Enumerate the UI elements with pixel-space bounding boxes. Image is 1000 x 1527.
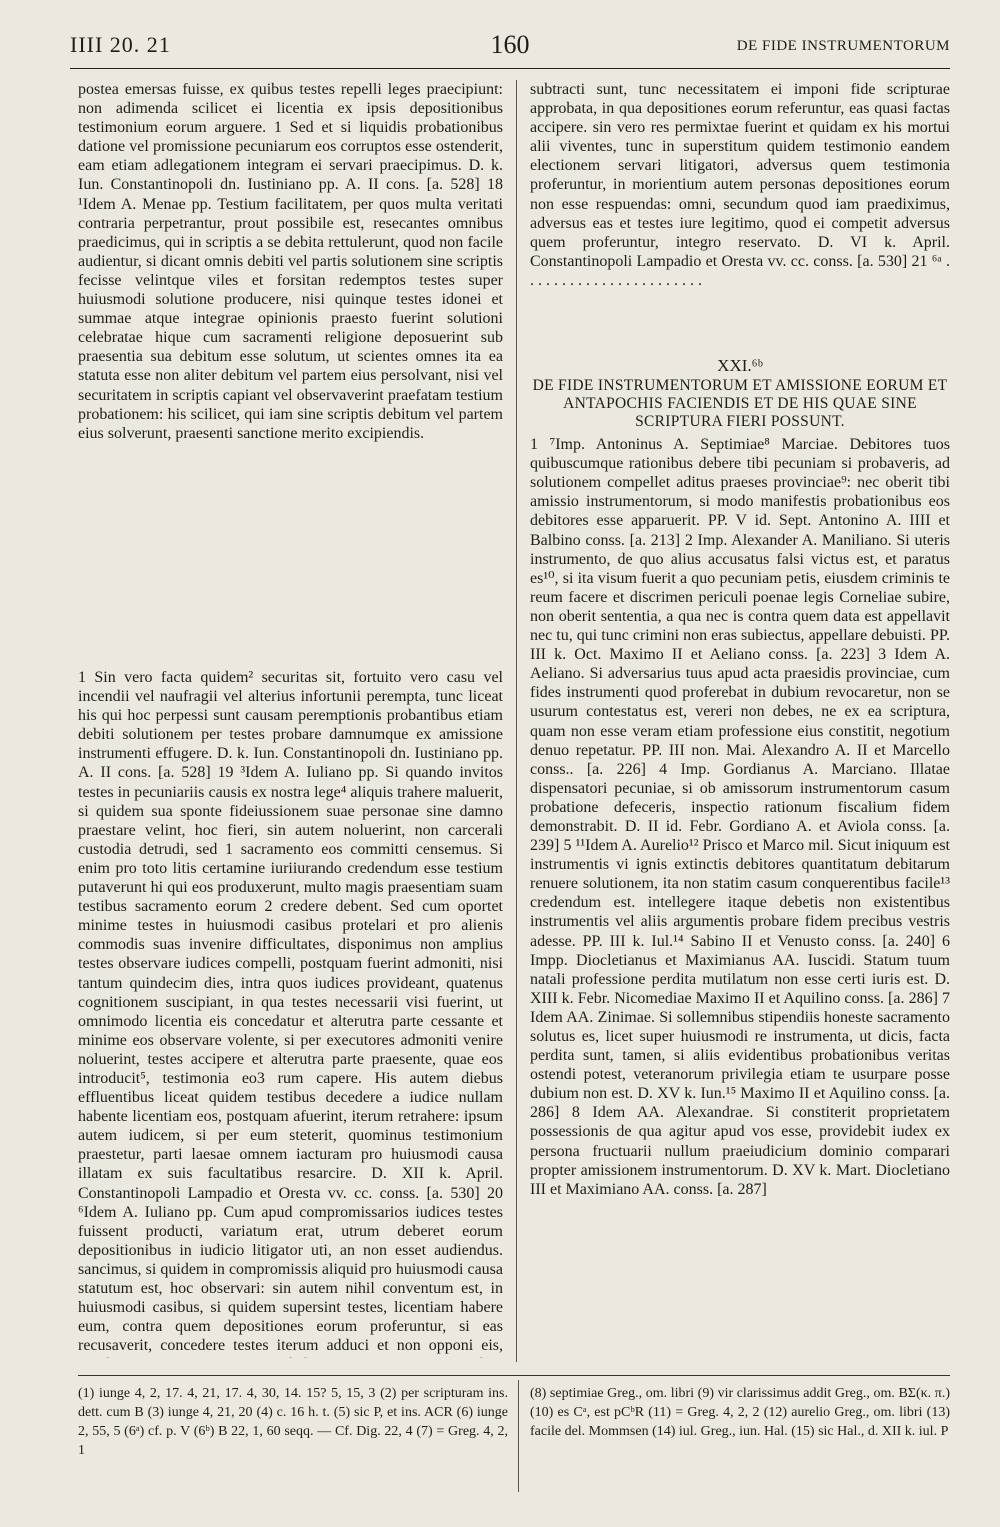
running-header bbox=[70, 28, 950, 69]
left-column-text-top: postea emersas fuisse, ex quibus testes repelli leges praecipiunt: non adimenda scilicet ei licentia ex ipsis depositionibus testimonium eorum arguere. 1 Sed et si liquidis probationibus datione vel promissione pecuniarum eos corruptos esse ostenderit, eam etiam adlegationem integram ei servari praecipimus. D. k. Iun. Constantinopoli dn. Iustiniano pp. A. II cons. [a. 528] 18 ¹Idem A. Menae pp. Testium facilitatem, per quos multa veritati contraria perpetrantur, prout possibile est, resecantes omnibus praedicimus, qui in scriptis a se debita rettulerunt, quod non facile audientur, si dicant omnis debiti vel partis solutionem sine scriptis fecisse velintque viles et forsitan redemptos testes super huiusmodi solutione producere, nisi quinque testes idonei et summae atque integrae opinionis praesto fuerint solutioni celebratae hique cum sacramenti religione deposuerint sub praesentia sua debitum esse solutum, ut scientes omnes ita ea statuta esse non aliter debitum vel partem eius persolvant, nisi vel securitatem in scriptis capiant vel observaverint praefatam testium probationem: his scilicet, qui iam sine scriptis debitum vel partem eius solverunt, praesenti sanctione merito excipiendis. bbox=[78, 81, 503, 442]
page-number: 160 bbox=[490, 30, 530, 59]
footnotes-left: (1) iunge 4, 2, 17. 4, 21, 17. 4, 30, 14. 15? 5, 15, 3 (2) per scripturam ins. dett. cum B (3) iunge 4, 21, 20 (4) c. 16 h. t. (5) sic P, et ins. ACR (6) iunge 2, 55, 5 (6ᵃ) cf. p. V (6ᵇ) B 22, 1, 60 seqq. — Cf. Dig. 22, 4 (7) = Greg. 4, 2, 1 bbox=[78, 1386, 508, 1458]
right-column-bottom bbox=[530, 350, 950, 1360]
right-column-text-top: subtracti sunt, tunc necessitatem ei imponi fide scripturae approbata, in qua depositiones eorum referuntur, eas quasi factas accipere. sin vero res permixtae fuerint et quidam ex his mortui alii viventes, tunc in superstitum quidem testimonio eandem electionem servari litigatori, adversus quem testimonia proferuntur, in morientium autem personas depositiones eorum non esse respuendas: omni, secundum quod iam praediximus, adversus eas et testes iure legitimo, quod ei competit adversus quem proferuntur, integro reservato. D. VI k. April. Constantinopoli Lampadio et Oresta vv. cc. conss. [a. 530] 21 ⁶ᵃ . . . . . . . . . . . . . . . . . . . . . . . bbox=[530, 81, 950, 289]
left-column-text-bottom: 1 Sin vero facta quidem² securitas sit, fortuito vero casu vel incendii vel naufragii vel alterius infortunii perempta, tunc liceat his qui hoc perpessi sunt causam peremptionis probantibus etiam debiti solutionem per testes probare damnumque ex amissione instrumenti effugere. D. k. Iun. Constantinopoli dn. Iustiniano pp. A. II cons. [a. 528] 19 ³Idem A. Iuliano pp. Si quando invitos testes in pecuniariis causis ex nostra lege⁴ aliquis trahere maluerit, si quidem sua sponte fideiussionem suae personae sine damno praestare velint, hoc fieri, sin autem noluerint, non carcerali custodia detrudi, sed 1 sacramento eos committi censemus. Si enim pro toto litis certamine iuriiurando credendum esse testium putaverunt hi qui eos produxerunt, multo magis praesentiam suam testibus sacramento eorum 2 credere debent. Sed cum oportet minime testes in huiusmodi casibus protelari et pro alienis commodis suas invenire difficultates, disponimus non amplius testes observare iudices compelli, postquam fuerint admoniti, nisi tantum quindecim dies, intra quos iudices provideant, quatenus cognitionem suscipiant, in qua testes necessarii visi fuerint, ut omnimodo licentia eis concedatur et alterutra parte cessante et minime eos observare volente, si per executores admoniti venire noluerint, testes accipere et alterutra parte praesente, quae eos introducit⁵, testimonia eo3 rum capere. His autem diebus effluentibus liceat quidem testibus decedere a iudice nullam habente licentiam eos, postquam afuerint, iterum retrahere: ipsum autem iudicem, si per eum steterit, quominus testimonium praestetur, parti laesae omnem iacturam pro huiusmodi causa illatam ex suis facultatibus resarcire. D. XII k. April. Constantinopoli Lampadio et Oresta vv. cc. conss. [a. 530] 20 ⁶Idem A. Iuliano pp. Cum apud compromissarios iudices testes fuissent producti, variatum erat, utrum deberet eorum depositionibus in iudicio litigator uti, an non esset audiendus. sancimus, si quidem in compromissis aliquid pro huiusmodi causa statutum est, hoc observari: sin autem nihil conventum est, in huiusmodi casibus, si quidem supersint testes, licentiam habere eum, contra quem depositiones eorum proferuntur, si eas recusaverit, concedere testes iterum adduci et non opponi eis, bbox=[78, 669, 503, 1355]
column-divider bbox=[516, 80, 517, 1362]
left-column-bottom bbox=[78, 668, 503, 1358]
footnotes bbox=[78, 1375, 950, 1496]
right-column-text-bottom: 1 ⁷Imp. Antoninus A. Septimiae⁸ Marciae. Debitores tuos quibuscumque rationibus debere tibi pecuniam si probaveris, ad solutionem compellet aditus praeses provinciae⁹: nec oberit tibi amissio instrumentorum, si modo manifestis probationibus eos debitores esse apparuerit. PP. V id. Sept. Antonino A. IIII et Balbino conss. [a. 213] 2 Imp. Alexander A. Maniliano. Si uteris instrumento, de quo alius accusatus falsi victus est, et paratus es¹⁰, si ita visum fuerit a quo pecuniam petis, eiusdem criminis te reum facere et discrimen periculi poenae legis Corneliae subire, non oberit sententia, a qua nec is contra quem data est appellavit nec tu, qui tunc crimini non eras subiectus, appellare debuisti. PP. III k. Oct. Maximo II et Aeliano conss. [a. 223] 3 Idem A. Aeliano. Si adversarius tuus apud acta praesidis provinciae, cum fides instrumenti quod proferebat in dubium revocaretur, non se usurum contestatus est, vereri non debes, ne ex ea scriptura, quam non esse veram etiam professione eius constitit, negotium denuo repetatur. PP. III non. Mai. Alexandro A. II et Marcello conss.. [a. 226] 4 Imp. Gordianus A. Marciano. Illatae dispensatori pecuniae, si ob amissorum instrumentorum casum probatione defeceris, inspectio rationum fiscalium fidem demonstrabit. D. II id. Febr. Gordiano A. et Aviola conss. [a. 239] 5 ¹¹Idem A. Aurelio¹² Prisco et Marco mil. Sicut iniquum est instrumentis vi ignis extinctis debitores quantitatum debitarum renuere solutionem, ita non statim casum conquerentibus facile¹³ credendum est. intellegere itaque debetis non existentibus instrumentis vel aliis argumentis probare fidem precibus vestris adesse. PP. III k. Iul.¹⁴ Sabino II et Venusto conss. [a. 240] 6 Impp. Diocletianus et Maximianus AA. Iuscidi. Statum tuum natali professione perdita mutilatum non esse certi iuris est. D. XIII k. Febr. Nicomediae Maximo II et Aquilino conss. [a. 286] 7 Idem AA. Zinimae. Si sollemnibus stipendiis honeste sacramento solutus es, licet super huiusmodi re instrumenta, ut dicis, facta perdita sunt, tamen, si aliis evidentibus probationibus veritas ostendi potest, veteranorum privilegia etiam te usurpare posse dubium non est. D. XV k. Iun.¹⁵ Maximo II et Aquilino conss. [a. 286] 8 Idem AA. Alexandrae. Si constiterit proprietatem possessionis de qua agitur apud vos esse, providebit iudex ex persona fructuarii nullum praeiudicium dominio comparari propter amissionem instrumentorum. D. XV k. Mart. Diocletiano III et Maximiano AA. conss. [a. 287] bbox=[530, 436, 950, 1198]
section-heading: DE FIDE INSTRUMENTORUM ET AMISSIONE EORUM ET ANTAPOCHIS FACIENDIS ET DE HIS QUAE SINE SCRIPTURA FIERI POSSUNT. bbox=[532, 377, 948, 431]
section-number: XXI.⁶ᵇ bbox=[717, 356, 763, 375]
left-column-top bbox=[78, 80, 503, 670]
header-reference: IIII 20. 21 bbox=[70, 32, 171, 57]
footnotes-right: (8) septimiae Greg., om. libri (9) vir clarissimus addit Greg., om. BΣ(κ. π.) (10) es Cᵃ, est pCᵇR (11) = Greg. 4, 2, 2 (12) aurelio Greg., om. libri (13) facile del. Mommsen (14) iul. Greg., iun. Hal. (15) sic Hal., d. XII k. iul. P bbox=[530, 1386, 950, 1439]
footnote-divider bbox=[518, 1380, 519, 1492]
header-title: DE FIDE INSTRUMENTORUM bbox=[736, 38, 950, 54]
